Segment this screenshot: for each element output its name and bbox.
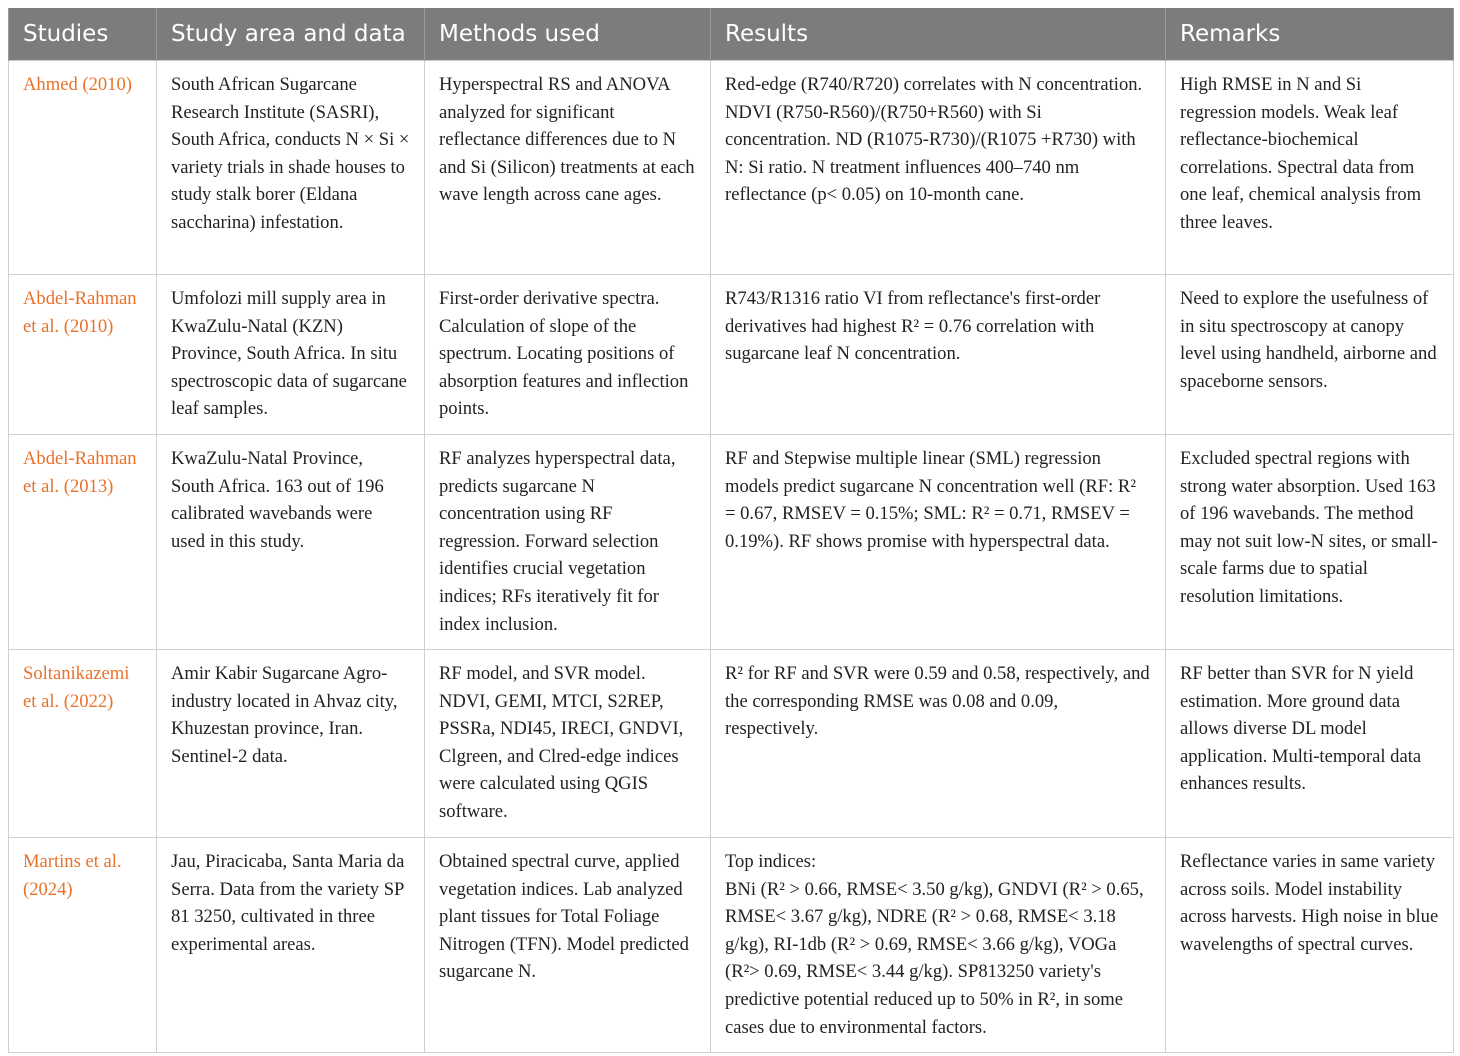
cell-remarks: Reflectance varies in same variety across soils. Model instability across harvests. High noise in blue wavelengths of spectral curves. xyxy=(1166,838,1454,1053)
header-methods: Methods used xyxy=(425,8,711,61)
header-results: Results xyxy=(711,8,1166,61)
table-row xyxy=(9,435,1454,650)
cell-area: Umfolozi mill supply area in KwaZulu-Natal (KZN) Province, South Africa. In situ spectroscopic data of sugarcane leaf samples. xyxy=(157,275,425,435)
cell-remarks: RF better than SVR for N yield estimation. More ground data allows diverse DL model application. Multi-temporal data enhances results. xyxy=(1166,650,1454,838)
header-row xyxy=(9,8,1454,61)
table-row xyxy=(9,838,1454,1053)
study-citation-link[interactable]: Abdel-Rahman et al. (2013) xyxy=(9,435,157,650)
study-citation-link[interactable]: Martins et al. (2024) xyxy=(9,838,157,1053)
cell-methods: RF model, and SVR model. NDVI, GEMI, MTCI, S2REP, PSSRa, NDI45, IRECI, GNDVI, Clgreen, and Clred-edge indices were calculated using QGIS software. xyxy=(425,650,711,838)
cell-area: KwaZulu-Natal Province, South Africa. 163 out of 196 calibrated wavebands were used in this study. xyxy=(157,435,425,650)
study-citation-link[interactable]: Soltanikazemi et al. (2022) xyxy=(9,650,157,838)
header-study-area: Study area and data xyxy=(157,8,425,61)
header-studies: Studies xyxy=(9,8,157,61)
study-citation-link[interactable]: Abdel-Rahman et al. (2010) xyxy=(9,275,157,435)
cell-remarks: Need to explore the usefulness of in situ spectroscopy at canopy level using handheld, airborne and spaceborne sensors. xyxy=(1166,275,1454,435)
cell-methods: RF analyzes hyperspectral data, predicts sugarcane N concentration using RF regression. Forward selection identifies crucial vegetation indices; RFs iteratively fit for index inclusion. xyxy=(425,435,711,650)
cell-results: Red-edge (R740/R720) correlates with N concentration. NDVI (R750-R560)/(R750+R560) with Si concentration. ND (R1075-R730)/(R1075 +R730) with N: Si ratio. N treatment influences 400–740 nm reflectance (p< 0.05) on 10-month cane. xyxy=(711,61,1166,275)
table-row xyxy=(9,650,1454,838)
cell-results: RF and Stepwise multiple linear (SML) regression models predict sugarcane N concentration well (RF: R² = 0.67, RMSEV = 0.15%; SML: R² = 0.71, RMSEV = 0.19%). RF shows promise with hyperspectral data. xyxy=(711,435,1166,650)
cell-methods: First-order derivative spectra. Calculation of slope of the spectrum. Locating positions of absorption features and inflection points. xyxy=(425,275,711,435)
cell-remarks: High RMSE in N and Si regression models. Weak leaf reflectance-biochemical correlations. Spectral data from one leaf, chemical analysis from three leaves. xyxy=(1166,61,1454,275)
study-citation-link[interactable]: Ahmed (2010) xyxy=(9,61,157,275)
cell-remarks: Excluded spectral regions with strong water absorption. Used 163 of 196 wavebands. The method may not suit low-N sites, or small-scale farms due to spatial resolution limitations. xyxy=(1166,435,1454,650)
table-row xyxy=(9,275,1454,435)
cell-results: Top indices: BNi (R² > 0.66, RMSE< 3.50 g/kg), GNDVI (R² > 0.65, RMSE< 3.67 g/kg), NDRE (R² > 0.68, RMSE< 3.18 g/kg), RI-1db (R² > 0.69, RMSE< 3.66 g/kg), VOGa (R²> 0.69, RMSE< 3.44 g/kg). SP813250 variety's predictive potential reduced up to 50% in R², in some cases due to environmental factors. xyxy=(711,838,1166,1053)
cell-results: R743/R1316 ratio VI from reflectance's first-order derivatives had highest R² = 0.76 correlation with sugarcane leaf N concentration. xyxy=(711,275,1166,435)
cell-area: Jau, Piracicaba, Santa Maria da Serra. Data from the variety SP 81 3250, cultivated in three experimental areas. xyxy=(157,838,425,1053)
cell-methods: Hyperspectral RS and ANOVA analyzed for significant reflectance differences due to N and Si (Silicon) treatments at each wave length across cane ages. xyxy=(425,61,711,275)
cell-methods: Obtained spectral curve, applied vegetation indices. Lab analyzed plant tissues for Total Foliage Nitrogen (TFN). Model predicted sugarcane N. xyxy=(425,838,711,1053)
cell-area: Amir Kabir Sugarcane Agro-industry located in Ahvaz city, Khuzestan province, Iran. Sentinel-2 data. xyxy=(157,650,425,838)
studies-table xyxy=(8,8,1454,1053)
table-row xyxy=(9,61,1454,275)
header-remarks: Remarks xyxy=(1166,8,1454,61)
cell-area: South African Sugarcane Research Institute (SASRI), South Africa, conducts N × Si × variety trials in shade houses to study stalk borer (Eldana saccharina) infestation. xyxy=(157,61,425,275)
cell-results: R² for RF and SVR were 0.59 and 0.58, respectively, and the corresponding RMSE was 0.08 and 0.09, respectively. xyxy=(711,650,1166,838)
